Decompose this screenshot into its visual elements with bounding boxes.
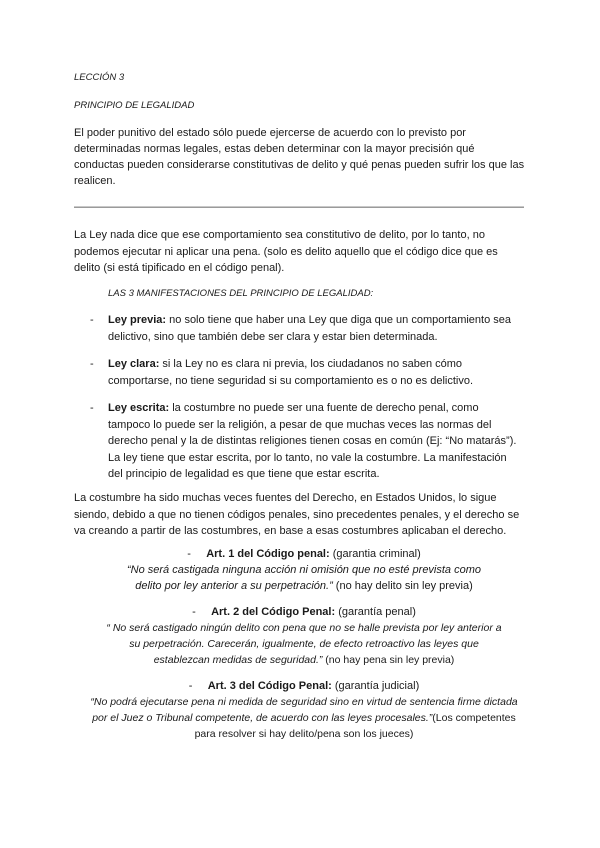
article-quote-line: “ No será castigado ningún delito con pena que no se halle prevista por ley anterior a xyxy=(106,622,502,634)
article-2-heading xyxy=(74,604,534,620)
article-3-heading xyxy=(74,678,534,694)
article-title: Art. 3 del Código Penal: xyxy=(207,680,332,692)
article-tail: para resolver si hay delito/pena son los jueces) xyxy=(194,728,414,740)
manifestation-text: del principio de legalidad es que tiene que estar escrita. xyxy=(108,468,380,480)
custom-line: La costumbre ha sido muchas veces fuentes del Derecho, en Estados Unidos, lo sigue xyxy=(74,492,497,504)
manifestation-text: no solo tiene que haber una Ley que diga que un comportamiento sea xyxy=(166,314,512,326)
manifestation-item-ley-escrita xyxy=(90,400,530,484)
lesson-heading: LECCIÓN 3 xyxy=(74,72,125,83)
intro-line: conductas pueden considerarse constitutivas de delito y qué penas pueden sufrir los que las xyxy=(74,159,525,171)
article-quote-line: “No podrá ejecutarse pena ni medida de seguridad sino en virtud de sentencia firme dictada xyxy=(90,696,518,708)
manifestation-text: si la Ley no es clara ni previa, los ciudadanos no saben cómo xyxy=(159,358,463,370)
law-line: La Ley nada dice que ese comportamiento sea constitutivo de delito, por lo tanto, no xyxy=(74,229,485,241)
article-quote-line: establezcan medidas de seguridad.” xyxy=(153,654,323,666)
article-dash: - xyxy=(188,680,193,692)
article-quote-line: delito por ley anterior a su perpetración.” xyxy=(135,580,333,592)
article-quote-line: por el Juez o Tribunal competente, de acuerdo con las leyes procesales.” xyxy=(92,712,433,724)
manifestation-label: Ley clara: xyxy=(108,358,160,370)
article-1-quote xyxy=(74,562,534,594)
article-dash: - xyxy=(192,606,196,618)
law-line: delito (si está tipificado en el código penal). xyxy=(74,262,285,274)
intro-paragraph xyxy=(74,125,534,189)
law-line: podemos ejecutar ni aplicar una pena. (solo es delito aquello que el código dice que es xyxy=(74,245,498,258)
manifestation-text: derecho penal y la de distintas religiones tienen cosas en común (Ej: “No matarás”). xyxy=(108,435,517,447)
manifestation-body xyxy=(108,312,530,345)
manifestation-text: comportarse, no tiene seguridad si su comportamiento es o no es delictivo. xyxy=(108,374,474,387)
manifestation-label: Ley escrita: xyxy=(108,402,170,414)
lesson-subheading: PRINCIPIO DE LEGALIDAD xyxy=(74,100,195,111)
custom-line: siendo, debido a que no tienen códigos penales, sino precedentes penales, y el derecho se xyxy=(74,508,520,521)
manifestation-text: la costumbre no puede ser una fuente de derecho penal, como xyxy=(169,402,479,414)
intro-line: El poder punitivo del estado sólo puede ejercerse de acuerdo con lo previsto por xyxy=(74,127,466,139)
article-note: (garantia criminal) xyxy=(329,548,421,560)
article-quote-line: “No será castigada ninguna acción ni omisión que no esté prevista como xyxy=(126,564,482,576)
article-1-heading xyxy=(74,546,534,562)
manifestation-item-ley-clara xyxy=(90,356,530,390)
article-title: Art. 1 del Código penal: xyxy=(206,548,330,560)
article-2-quote xyxy=(70,620,538,668)
article-note: (garantía judicial) xyxy=(331,680,420,692)
manifestation-text: delictivo, sino que también debe ser clara y estar bien determinada. xyxy=(108,330,438,343)
manifestation-text: tampoco lo puede ser la religión, a pesar de que muchas veces las normas del xyxy=(108,418,492,431)
intro-line: realicen. xyxy=(74,175,116,187)
article-tail: (no hay delito sin ley previa) xyxy=(332,580,473,592)
manifestations-title: LAS 3 MANIFESTACIONES DEL PRINCIPIO DE LEGALIDAD: xyxy=(108,288,374,299)
article-dash: - xyxy=(187,548,191,560)
manifestation-text: La ley tiene que estar escrita, por lo tanto, no vale la costumbre. La manifestación xyxy=(108,451,507,464)
bullet-dash: - xyxy=(90,358,94,370)
intro-line: determinadas normas legales, estas deben determinar con la mayor precisión qué xyxy=(74,143,475,155)
article-quote-line: su perpetración. Carecerán, igualmente, de efecto retroactivo las leyes que xyxy=(129,638,479,650)
article-note: (garantía penal) xyxy=(335,606,416,618)
article-title: Art. 2 del Código Penal: xyxy=(211,606,336,618)
manifestation-body xyxy=(108,356,530,389)
manifestation-label: Ley previa: xyxy=(108,314,167,326)
article-tail: (no hay pena sin ley previa) xyxy=(322,654,455,666)
law-paragraph xyxy=(74,227,534,277)
horizontal-divider xyxy=(74,206,524,208)
bullet-dash: - xyxy=(90,402,94,414)
custom-paragraph xyxy=(74,490,534,540)
custom-line: va creando a partir de las costumbres, en base a esas costumbres aplicaban el derecho. xyxy=(74,525,507,537)
bullet-dash: - xyxy=(90,314,94,326)
manifestation-item-ley-previa xyxy=(90,312,530,346)
manifestation-body xyxy=(108,400,530,483)
article-3-quote xyxy=(68,694,540,742)
article-tail: (Los competentes xyxy=(432,712,516,724)
